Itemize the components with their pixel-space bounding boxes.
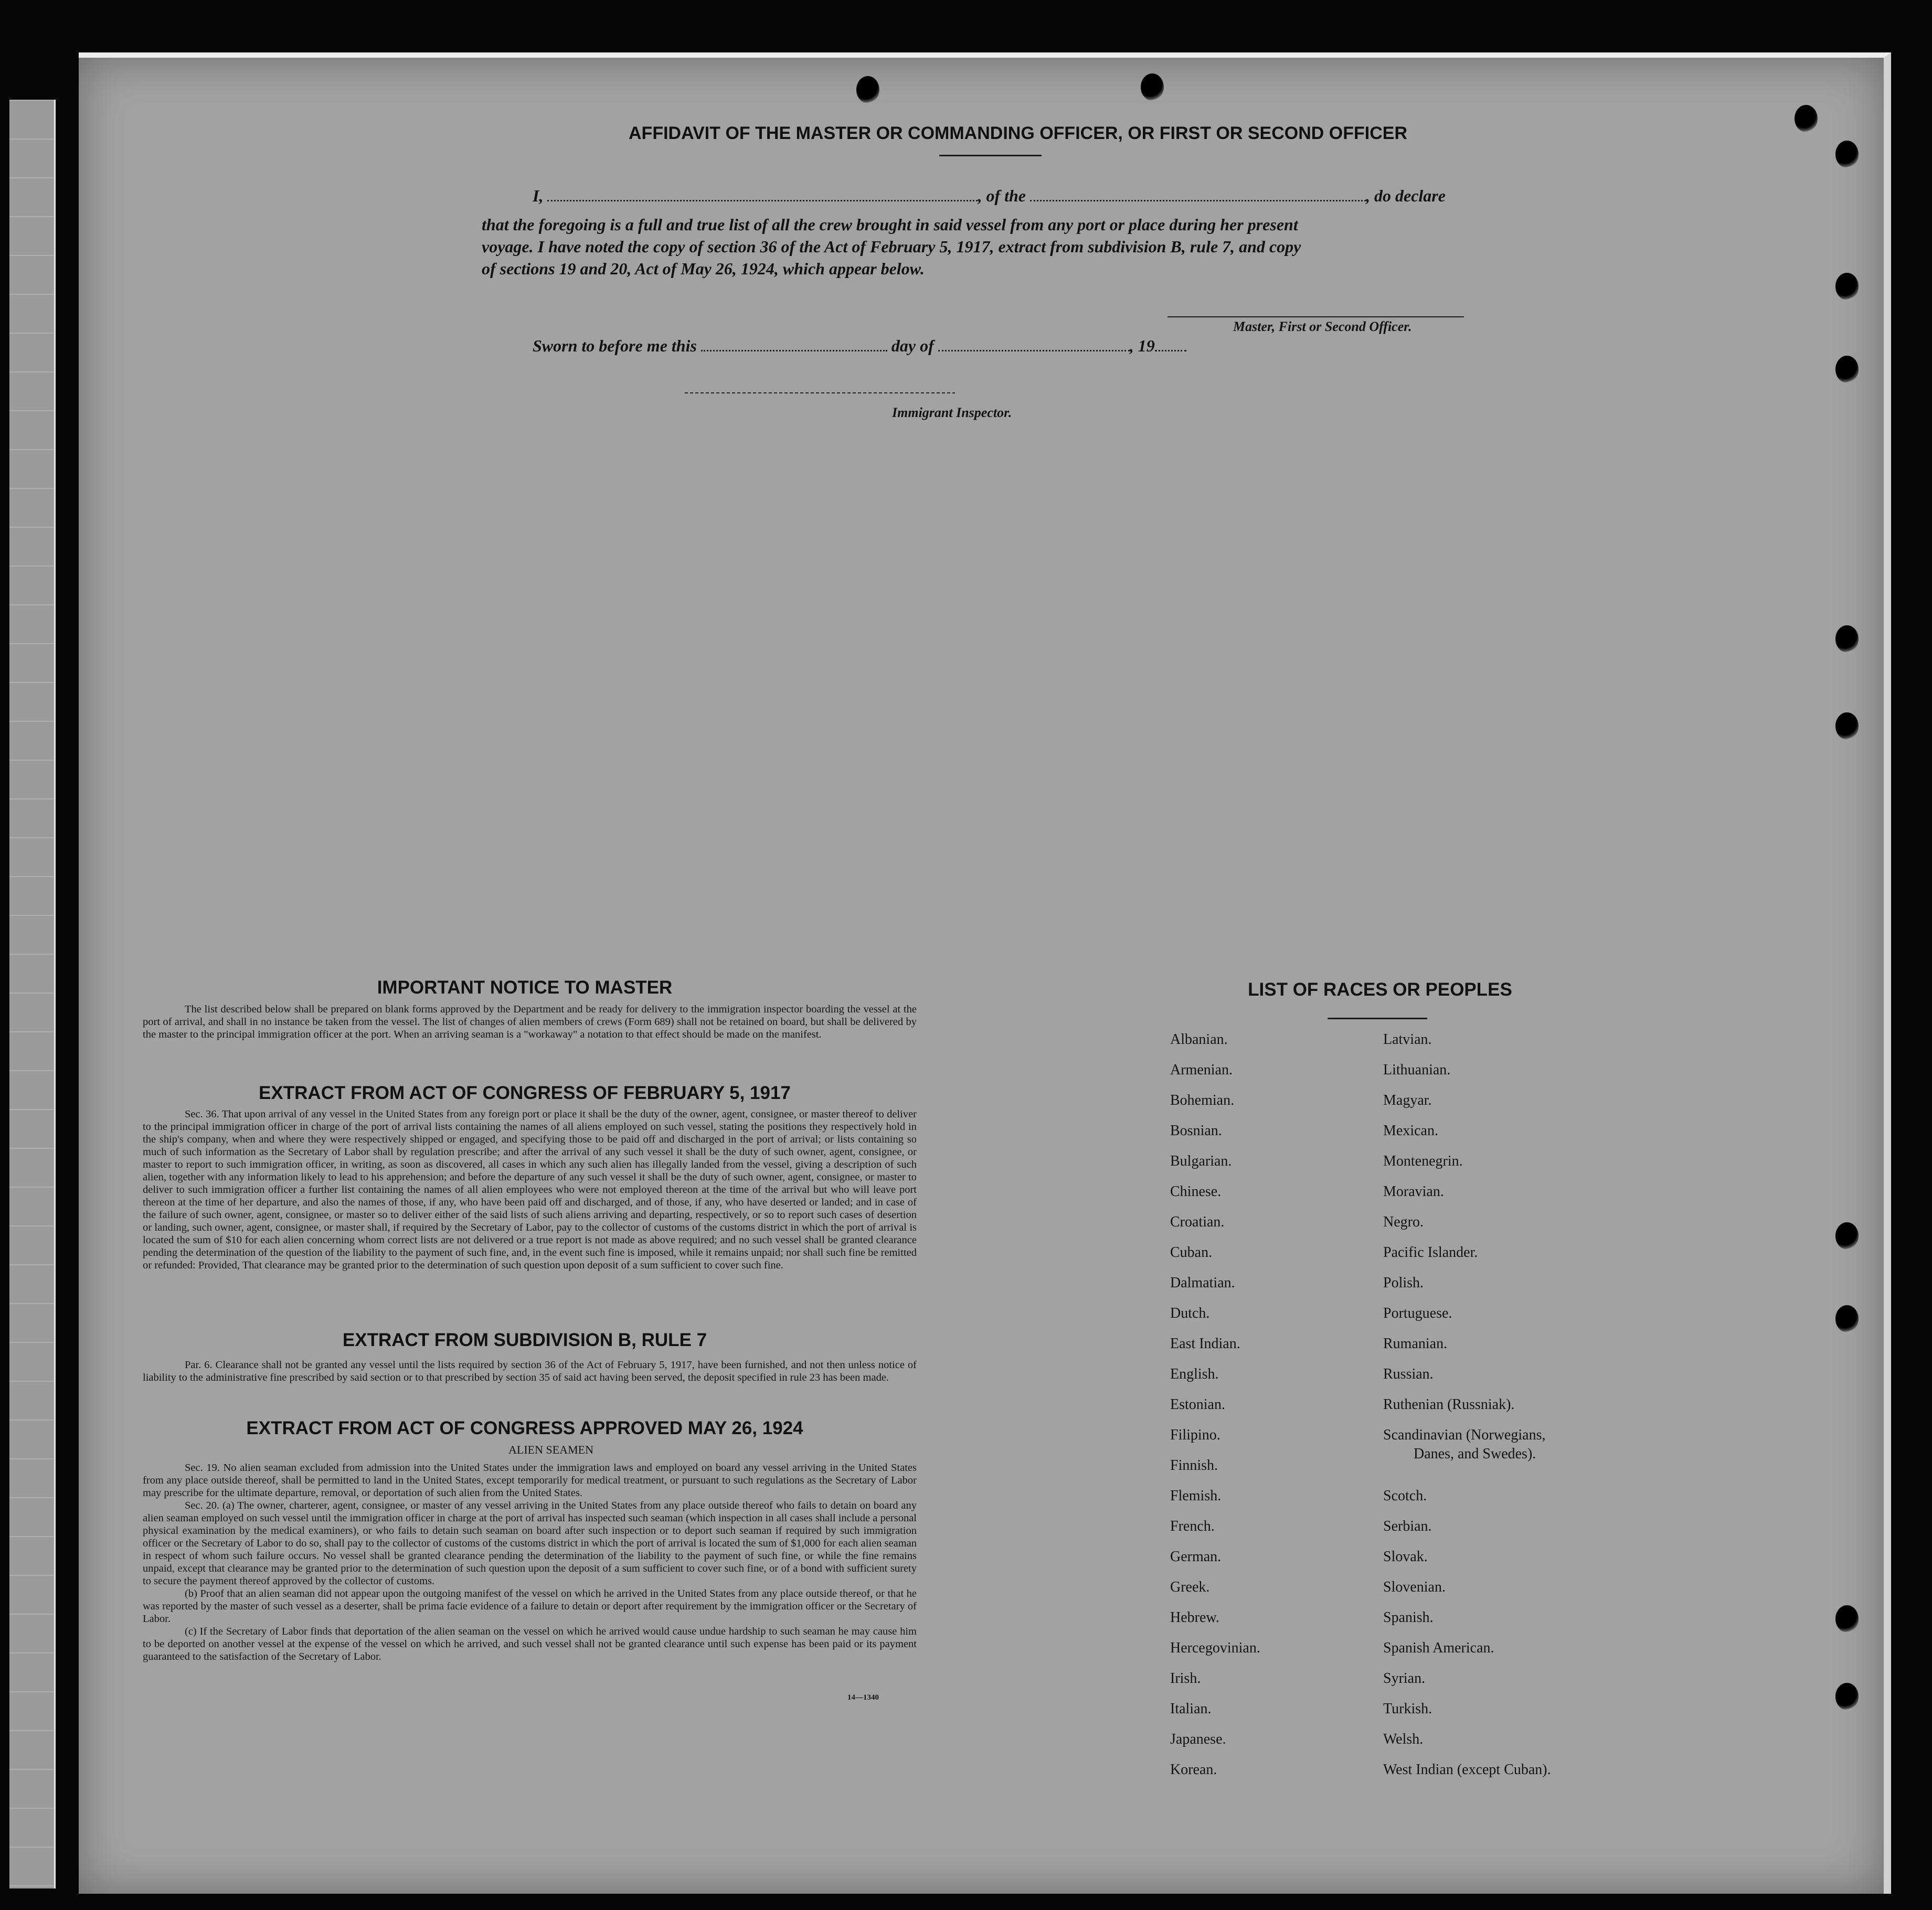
race-item: Serbian. — [1383, 1518, 1432, 1534]
race-item: Spanish American. — [1383, 1640, 1494, 1656]
binding-hole — [1795, 105, 1818, 132]
day-of-text: day of — [891, 336, 934, 355]
race-item: Montenegrin. — [1383, 1153, 1463, 1169]
affidavit-body-line1: that the foregoing is a full and true list of all the crew brought in said vessel from any port or place during her present — [482, 215, 1298, 234]
left-binding-strip — [9, 100, 56, 1888]
extract-1924-heading: EXTRACT FROM ACT OF CONGRESS APPROVED MAY 26, 1924 — [246, 1418, 803, 1438]
name-blank-field[interactable] — [547, 200, 978, 201]
binding-hole — [1835, 356, 1859, 383]
race-item: Negro. — [1383, 1214, 1424, 1230]
sec20b-text: (b) Proof that an alien seaman did not appear upon the outgoing manifest of the vessel on which he arrived in the United States from any place outside thereof, or that he was reported by the master of such vessel as a deserter, shall be prima facie evidence of a failure to detain or deport after requirement by the immigration officer or the Secretary of Labor. — [143, 1588, 917, 1625]
race-item: Latvian. — [1383, 1031, 1432, 1048]
race-item: French. — [1170, 1518, 1215, 1534]
race-item: Bulgarian. — [1170, 1153, 1232, 1169]
race-item: Croatian. — [1170, 1214, 1225, 1230]
extract-1917-text: Sec. 36. That upon arrival of any vessel in the United States from any foreign port or place it shall be the duty of the owner, agent, consignee, or master thereof to deliver to the principal immigration officer in charge of the port of arrival lists containing the names of all aliens employed on such vessel, stating the positions they respectively hold in the ship's company, when and where they were respectively shipped or engaged, and specifying those to be paid off and discharged in the port of arrival; or lists containing so much of such information as the Secretary of Labor shall by regulation prescribe; and after the arrival of any such vessel it shall be the duty of such owner, agent, consignee, or master to report to such immigration officer, in writing, as soon as discovered, all cases in which any such alien has illegally landed from the vessel, giving a description of such alien, together with any information likely to lead to his apprehension; and before the departure of any such vessel it shall be the duty of such owner, agent, consignee, or master to deliver to such immigration officer a further list containing the names of all alien employees who were not employed thereon at the time of the arrival but who will leave port thereon at the time of her departure, and also the names of those, if any, who have been paid off and discharged, and of those, if any, who have deserted or landed; and in case of the failure of such owner, agent, consignee, or master so to deliver either of the said lists of such aliens arriving and departing, respectively, or so to report such cases of desertion or landing, such owner, agent, consignee, or master shall, if required by the Secretary of Labor, pay to the collector of customs of the customs district in which the port of arrival is located the sum of $10 for each alien concerning whom correct lists are not delivered or a true report is not made as above required; and no such vessel shall be granted clearance pending the determination of the question of the liability to the payment of such fine, and, in the event such fine is imposed, while it remains unpaid; nor shall such fine be remitted or refunded: Provided, That clearance may be granted prior to the determination of such question upon deposit of a sum sufficient to cover such fine. — [143, 1108, 917, 1271]
race-item: East Indian. — [1170, 1336, 1240, 1352]
race-item: Armenian. — [1170, 1062, 1233, 1078]
race-item: Dalmatian. — [1170, 1275, 1235, 1291]
race-item: Korean. — [1170, 1762, 1217, 1778]
binding-hole — [1141, 73, 1164, 101]
alien-seamen-subheading: ALIEN SEAMEN — [508, 1443, 593, 1456]
race-item: Chinese. — [1170, 1183, 1222, 1200]
affidavit-body-line2: voyage. I have noted the copy of section 36 of the Act of February 5, 1917, extract from subdivision B, rule 7, and copy — [482, 237, 1301, 256]
inspector-signature-label: Immigrant Inspector. — [892, 405, 1012, 420]
race-item: Moravian. — [1383, 1183, 1444, 1200]
race-item: Scotch. — [1383, 1488, 1427, 1504]
race-item: Magyar. — [1383, 1092, 1432, 1108]
affidavit-i: I, — [533, 186, 544, 205]
race-item: Slovak. — [1383, 1549, 1428, 1565]
races-column-2 — [1383, 1031, 1551, 1792]
rule7-heading: EXTRACT FROM SUBDIVISION B, RULE 7 — [342, 1330, 707, 1350]
notice-heading: IMPORTANT NOTICE TO MASTER — [377, 977, 673, 998]
race-item: Ruthenian (Russniak). — [1383, 1396, 1515, 1413]
race-item: Lithuanian. — [1383, 1062, 1451, 1078]
race-item: Bosnian. — [1170, 1123, 1222, 1139]
master-signature-label: Master, First or Second Officer. — [1233, 319, 1412, 334]
binding-hole — [1835, 1605, 1859, 1632]
rule7-text: Par. 6. Clearance shall not be granted any vessel until the lists required by section 36 of the Act of February 5, 1917, have been furnished, and not then unless notice of liability to the administrative fine prescribed by said section or to that prescribed by section 35 of said act having been served, the deposit specified in rule 23 has been made. — [143, 1359, 917, 1383]
race-item: English. — [1170, 1366, 1219, 1382]
races-rule — [1328, 1018, 1427, 1019]
sworn-line — [533, 335, 1320, 357]
title-rule — [939, 155, 1042, 156]
race-item: Dutch. — [1170, 1305, 1210, 1321]
race-item: Albanian. — [1170, 1031, 1228, 1048]
affidavit-line-declare — [533, 185, 1509, 207]
month-blank-field[interactable] — [938, 350, 1130, 351]
affidavit-title: AFFIDAVIT OF THE MASTER OR COMMANDING OFFICER, OR FIRST OR SECOND OFFICER — [629, 123, 1407, 143]
race-item: Hercegovinian. — [1170, 1640, 1260, 1656]
race-item: Flemish. — [1170, 1488, 1222, 1504]
affidavit-of-the: , of the — [978, 186, 1026, 205]
binding-hole — [1835, 1305, 1859, 1332]
race-item: Turkish. — [1383, 1701, 1432, 1717]
race-item: Spanish. — [1383, 1609, 1434, 1626]
affidavit-do-declare: , do declare — [1366, 186, 1446, 205]
races-column-1 — [1170, 1031, 1260, 1792]
race-item: Scandinavian (Norwegians, — [1383, 1427, 1546, 1443]
race-item: Portuguese. — [1383, 1305, 1452, 1321]
race-item: Rumanian. — [1383, 1336, 1448, 1352]
race-item: Polish. — [1383, 1275, 1424, 1291]
day-blank-field[interactable] — [701, 350, 887, 351]
binding-hole — [1835, 141, 1859, 168]
sec20c-text: (c) If the Secretary of Labor finds that deportation of the alien seaman on the vessel on which he arrived would cause undue hardship to such seaman he may cause him to be deported on another vessel at the expense of the vessel on which he arrived, and such vessel shall not be granted clearance until such expense has been paid or its payment guaranteed to the satisfaction of the Secretary of Labor. — [143, 1626, 917, 1662]
race-item: Irish. — [1170, 1670, 1201, 1687]
binding-hole — [1835, 625, 1859, 653]
race-item: Hebrew. — [1170, 1609, 1219, 1626]
race-item: Cuban. — [1170, 1244, 1213, 1261]
races-heading: LIST OF RACES OR PEOPLES — [1248, 979, 1512, 1000]
year-blank-field[interactable] — [1155, 350, 1186, 351]
race-item: Greek. — [1170, 1579, 1210, 1595]
sec19-text: Sec. 19. No alien seaman excluded from admission into the United States under the immigration laws and employed on board any vessel arriving in the United States from any place outside thereof, shall be permitted to land in the United States, except temporarily for medical treatment, or pursuant to such regulations as the Secretary of Labor may prescribe for the ultimate departure, removal, or deportation of such alien from the United States. — [143, 1462, 917, 1499]
binding-hole — [1835, 712, 1859, 740]
notice-text: The list described below shall be prepared on blank forms approved by the Department and be ready for delivery to the immigration inspector boarding the vessel at the port of arrival, and shall in no instance be taken from the vessel. The list of changes of alien members of crews (Form 689) shall not be retained on board, but shall be delivered by the master to the principal immigration officer at the port. When an arriving seaman is a "workaway" a notation to that effect should be made on the manifest. — [143, 1004, 917, 1040]
binding-hole — [856, 76, 879, 103]
race-item: Russian. — [1383, 1366, 1434, 1382]
affidavit-body-line3: of sections 19 and 20, Act of May 26, 1924, which appear below. — [482, 259, 925, 278]
vessel-blank-field[interactable] — [1030, 200, 1366, 201]
race-item: Finnish. — [1170, 1457, 1218, 1474]
master-signature-line[interactable] — [1167, 316, 1464, 317]
sec20a-text: Sec. 20. (a) The owner, charterer, agent, consignee, or master of any vessel arriving in the United States from any place outside thereof who fails to detain on board any alien seaman employed on such vessel until the immigration officer in charge at the port of arrival has inspected such seaman (which inspection in all cases shall include a personal physical examination by the medical examiners), or who fails to detain such seaman on board after such inspection or to deport such seaman if required by such immigration officer or the Secretary of Labor to do so, shall pay to the collector of customs of the customs district in which the port of arrival is located the sum of $1,000 for each alien seaman in respect of whom such failure occurs. No vessel shall be granted clearance pending the determination of the liability to the payment of such fine, or while the fine remains unpaid, except that clearance may be granted prior to the determination of such question upon the deposit of a sum sufficient to cover such fine, or of a bond with sufficient surety to secure the payment thereof approved by the collector of customs. — [143, 1500, 917, 1587]
extract-1924-text — [143, 1461, 917, 1663]
year-prefix: , 19 — [1129, 336, 1155, 355]
race-item: Danes, and Swedes). — [1414, 1446, 1536, 1462]
binding-hole — [1835, 273, 1859, 300]
inspector-signature-line[interactable] — [685, 392, 955, 393]
extract-1917-heading: EXTRACT FROM ACT OF CONGRESS OF FEBRUARY 5, 1917 — [259, 1083, 791, 1103]
race-item: Bohemian. — [1170, 1092, 1235, 1108]
race-item: Estonian. — [1170, 1396, 1225, 1413]
race-item: West Indian (except Cuban). — [1383, 1762, 1551, 1778]
race-item: Japanese. — [1170, 1731, 1226, 1747]
form-number: 14—1340 — [847, 1693, 879, 1702]
race-item: Syrian. — [1383, 1670, 1426, 1687]
race-item: Welsh. — [1383, 1731, 1424, 1747]
race-item: Filipino. — [1170, 1427, 1220, 1443]
binding-hole — [1835, 1222, 1859, 1250]
race-item: Mexican. — [1383, 1123, 1438, 1139]
race-item: Slovenian. — [1383, 1579, 1446, 1595]
binding-hole — [1835, 1683, 1859, 1710]
sworn-text: Sworn to before me this — [533, 336, 697, 355]
race-item: German. — [1170, 1549, 1222, 1565]
race-item: Italian. — [1170, 1701, 1212, 1717]
race-item: Pacific Islander. — [1383, 1244, 1478, 1261]
